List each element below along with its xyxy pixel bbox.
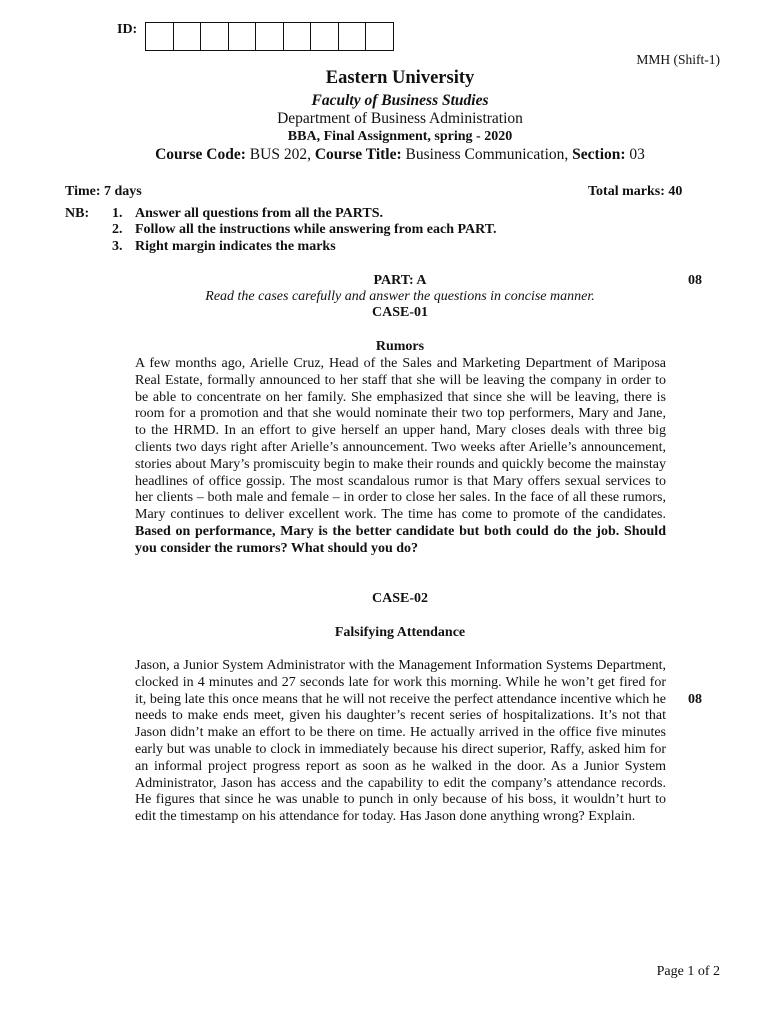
id-digit-box bbox=[284, 23, 312, 50]
note-number: 3. bbox=[112, 239, 123, 254]
part-a-title: PART: A bbox=[373, 273, 427, 288]
notes-label: NB: bbox=[65, 206, 90, 221]
id-digit-box bbox=[339, 23, 367, 50]
faculty-name: Faculty of Business Studies bbox=[311, 92, 489, 109]
assignment-title: BBA, Final Assignment, spring - 2020 bbox=[287, 129, 513, 144]
university-name: Eastern University bbox=[325, 68, 475, 88]
id-digit-box bbox=[174, 23, 202, 50]
case-02-body: Jason, a Junior System Administrator with the Management Information Systems Department, clocked in 4 minutes and 27 seconds late for work this morning. While he won’t get fired for it, being late this once means that he will not receive the perfect attendance incentive which he needs to make ends meet, given his daughter’s recent series of hospitalizations. It’s not that Jason didn’t make an effort to be there on time. He actually arrived in the office five minutes early but was unable to clock in immediately because his direct superior, Raffy, asked him for an informal project progress report as soon as he walked in the door. As a Junior System Administrator, Jason has access and the capability to edit the company’s attendance records. He figures that since he was unable to punch in only because of his boss, it wouldn’t hurt to edit the timestamp on his attendance for today. Has Jason done anything wrong? Explain. bbox=[135, 658, 666, 825]
course-info bbox=[0, 146, 768, 164]
course-code-value: BUS 202, bbox=[245, 146, 315, 163]
time-allowed: Time: 7 days bbox=[65, 184, 142, 199]
department-name: Department of Business Administration bbox=[277, 110, 523, 127]
case-01-label: CASE-01 bbox=[371, 305, 428, 320]
case-01-text: A few months ago, Arielle Cruz, Head of the Sales and Marketing Department of Mariposa Real Estate, formally announced to her staff that she will be leaving the company in order to be able to concentrate on her family. She emphasized that since she will be leaving, there is room for a promotion and that she would nominate their two top performers, Mary and Jane, to the HRMD. In an effort to give herself an upper hand, Mary closes deals with three big clients two days right after Arielle’s announcement. Two weeks after Arielle’s announcement, stories about Mary’s promiscuity begin to make their rounds and quickly become the mainstay headlines of office gossip. The most scandalous rumor is that Mary offers sexual services to her clients – both male and female – in order to close her sales. In the face of all these rumors, Mary continues to deliver excellent work. The time has come to promote of the candidates. bbox=[135, 356, 666, 523]
case-01-body bbox=[135, 356, 666, 558]
note-text: Answer all questions from all the PARTS. bbox=[135, 206, 384, 221]
id-digit-box bbox=[256, 23, 284, 50]
case-02-marks: 08 bbox=[688, 692, 702, 707]
id-label: ID: bbox=[117, 22, 138, 37]
part-a-instruction: Read the cases carefully and answer the questions in concise manner. bbox=[205, 289, 595, 304]
section-label: Section: bbox=[572, 146, 626, 163]
id-digit-box bbox=[146, 23, 174, 50]
section-value: 03 bbox=[625, 146, 645, 163]
id-digit-box bbox=[311, 23, 339, 50]
course-title-label: Course Title: bbox=[314, 146, 402, 163]
part-a-marks: 08 bbox=[688, 273, 702, 288]
id-digit-box bbox=[201, 23, 229, 50]
course-code-label: Course Code: bbox=[155, 146, 246, 163]
note-text: Right margin indicates the marks bbox=[135, 239, 336, 254]
note-text: Follow all the instructions while answering from each PART. bbox=[135, 222, 497, 237]
case-02-label: CASE-02 bbox=[371, 591, 428, 606]
case-01-title: Rumors bbox=[375, 339, 425, 354]
course-title-value: Business Communication, bbox=[401, 146, 573, 163]
id-digit-box bbox=[229, 23, 257, 50]
case-01-question: Based on performance, Mary is the better candidate but both could do the job. Should you consider the rumors? What should you do? bbox=[135, 523, 666, 556]
id-digit-box bbox=[366, 23, 393, 50]
page-number: Page 1 of 2 bbox=[656, 964, 720, 979]
note-number: 2. bbox=[112, 222, 123, 237]
shift-code: MMH (Shift-1) bbox=[636, 52, 720, 67]
total-marks: Total marks: 40 bbox=[588, 184, 683, 199]
id-boxes bbox=[145, 22, 394, 51]
case-02-title: Falsifying Attendance bbox=[334, 625, 466, 640]
note-number: 1. bbox=[112, 206, 123, 221]
